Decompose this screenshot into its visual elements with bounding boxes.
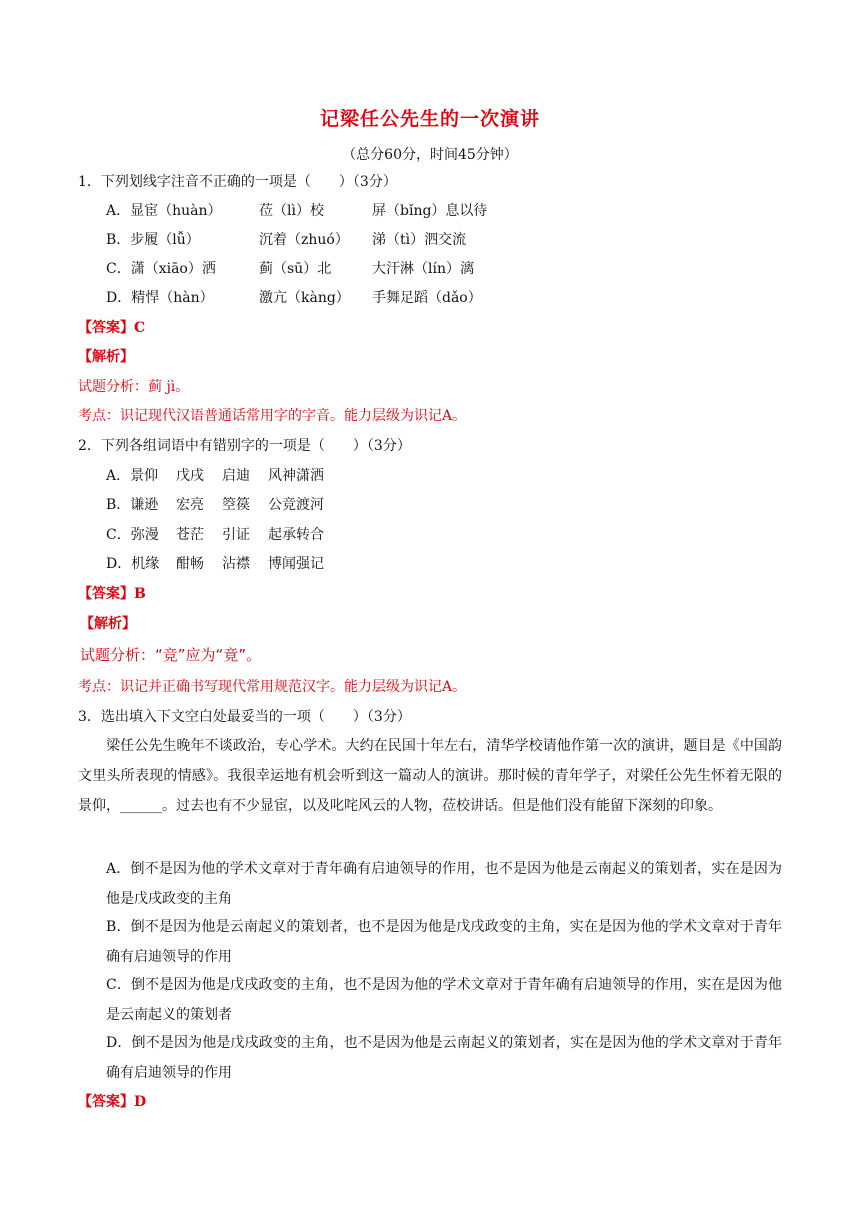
- q1-option-b-3: 涕（tì）泗交流: [372, 232, 467, 248]
- q2-option-c-4: 起承转合: [268, 527, 324, 543]
- q1-option-d-2: 激亢（kàng）: [259, 290, 350, 306]
- q2-option-b-4: 公竞渡河: [268, 497, 324, 513]
- q3-option-c: C．倒不是因为他是戊戌政变的主角，也不是因为他的学术文章对于青年确有启迪领导的作用，实在是因为他是云南起义的策划者: [106, 977, 782, 1023]
- q1-option-d-3: 手舞足蹈（dǎo）: [372, 290, 482, 306]
- q2-option-c-2: 苍茫: [176, 527, 204, 543]
- q2-option-d-3: 沾襟: [222, 556, 250, 572]
- q1-option-b-1: B．步履（lǚ）: [106, 232, 200, 248]
- q2-option-d-4: 博闻强记: [268, 556, 324, 572]
- q3-answer: 【答案】D: [78, 1094, 147, 1110]
- q1-analysis: 试题分析：蓟 jì。: [78, 379, 190, 395]
- q2-option-b-2: 宏亮: [176, 497, 204, 513]
- q3-option-b: B．倒不是因为他是云南起义的策划者，也不是因为他是戊戌政变的主角，实在是因为他的学术文章对于青年确有启迪领导的作用: [106, 919, 782, 965]
- q1-answer: 【答案】C: [78, 320, 146, 336]
- q2-option-a-2: 戊戌: [176, 468, 204, 484]
- q1-option-c-3: 大汗淋（lín）漓: [372, 261, 474, 277]
- question-2-stem: 2．下列各组词语中有错别字的一项是（ ）（3分）: [78, 438, 411, 454]
- q2-analysis: 试题分析：“竞”应为“竟”。: [80, 646, 262, 664]
- q2-option-a-1: A．景仰: [106, 468, 159, 484]
- q2-option-a-4: 风神潇洒: [268, 468, 324, 484]
- q2-option-b-3: 箜篌: [222, 497, 250, 513]
- q1-option-c-1: C．潇（xiāo）洒: [106, 261, 216, 277]
- q2-option-b-1: B．谦逊: [106, 497, 159, 513]
- question-3-stem: 3．选出填入下文空白处最妥当的一项（ ）（3分）: [78, 709, 411, 725]
- q3-option-d: D．倒不是因为他是戊戌政变的主角，也不是因为他是云南起义的策划者，实在是因为他的学术文章对于青年确有启迪领导的作用: [106, 1035, 782, 1081]
- q3-option-a: A．倒不是因为他的学术文章对于青年确有启迪领导的作用，也不是因为他是云南起义的策划者，实在是因为他是戊戌政变的主角: [106, 861, 782, 907]
- page-subtitle: （总分60分，时间45分钟）: [342, 147, 518, 163]
- q2-option-a-3: 启迪: [222, 468, 250, 484]
- q1-kaodian: 考点：识记现代汉语普通话常用字的字音。能力层级为识记A。: [78, 408, 467, 424]
- q2-option-c-3: 引证: [222, 527, 250, 543]
- q2-analysis-label: 【解析】: [80, 616, 136, 632]
- q2-option-d-2: 酣畅: [176, 556, 204, 572]
- q2-option-d-1: D．机缘: [106, 556, 160, 572]
- q1-option-b-2: 沉着（zhuó）: [259, 232, 349, 248]
- q1-option-c-2: 蓟（sū）北: [259, 261, 332, 277]
- q1-option-d-1: D．精悍（hàn）: [106, 290, 214, 306]
- page-title: 记梁任公先生的一次演讲: [319, 108, 540, 130]
- question-1-stem: 1．下列划线字注音不正确的一项是（ ）（3分）: [78, 174, 397, 190]
- q2-kaodian: 考点：识记并正确书写现代常用规范汉字。能力层级为识记A。: [78, 679, 467, 695]
- q1-option-a-3: 屏（bǐng）息以待: [372, 203, 488, 219]
- q2-option-c-1: C．弥漫: [106, 527, 159, 543]
- q1-option-a-1: A．显宦（huàn）: [106, 203, 222, 219]
- q3-passage: [78, 731, 782, 821]
- q1-analysis-label: 【解析】: [78, 349, 134, 365]
- q3-passage-text: 梁任公先生晚年不谈政治，专心学术。大约在民国十年左右，清华学校请他作第一次的演讲，题目是《中国韵文里头所表现的情感》。我很幸运地有机会听到这一篇动人的演讲。那时候的青年学子，对梁任公先生怀着无限的景仰，______。过去也有不少显宦，以及叱咤风云的人物，莅校讲话。但是他们没有能留下深刻的印象。: [78, 738, 782, 814]
- q1-option-a-2: 莅（lì）校: [259, 203, 324, 219]
- q2-answer: 【答案】B: [78, 586, 146, 602]
